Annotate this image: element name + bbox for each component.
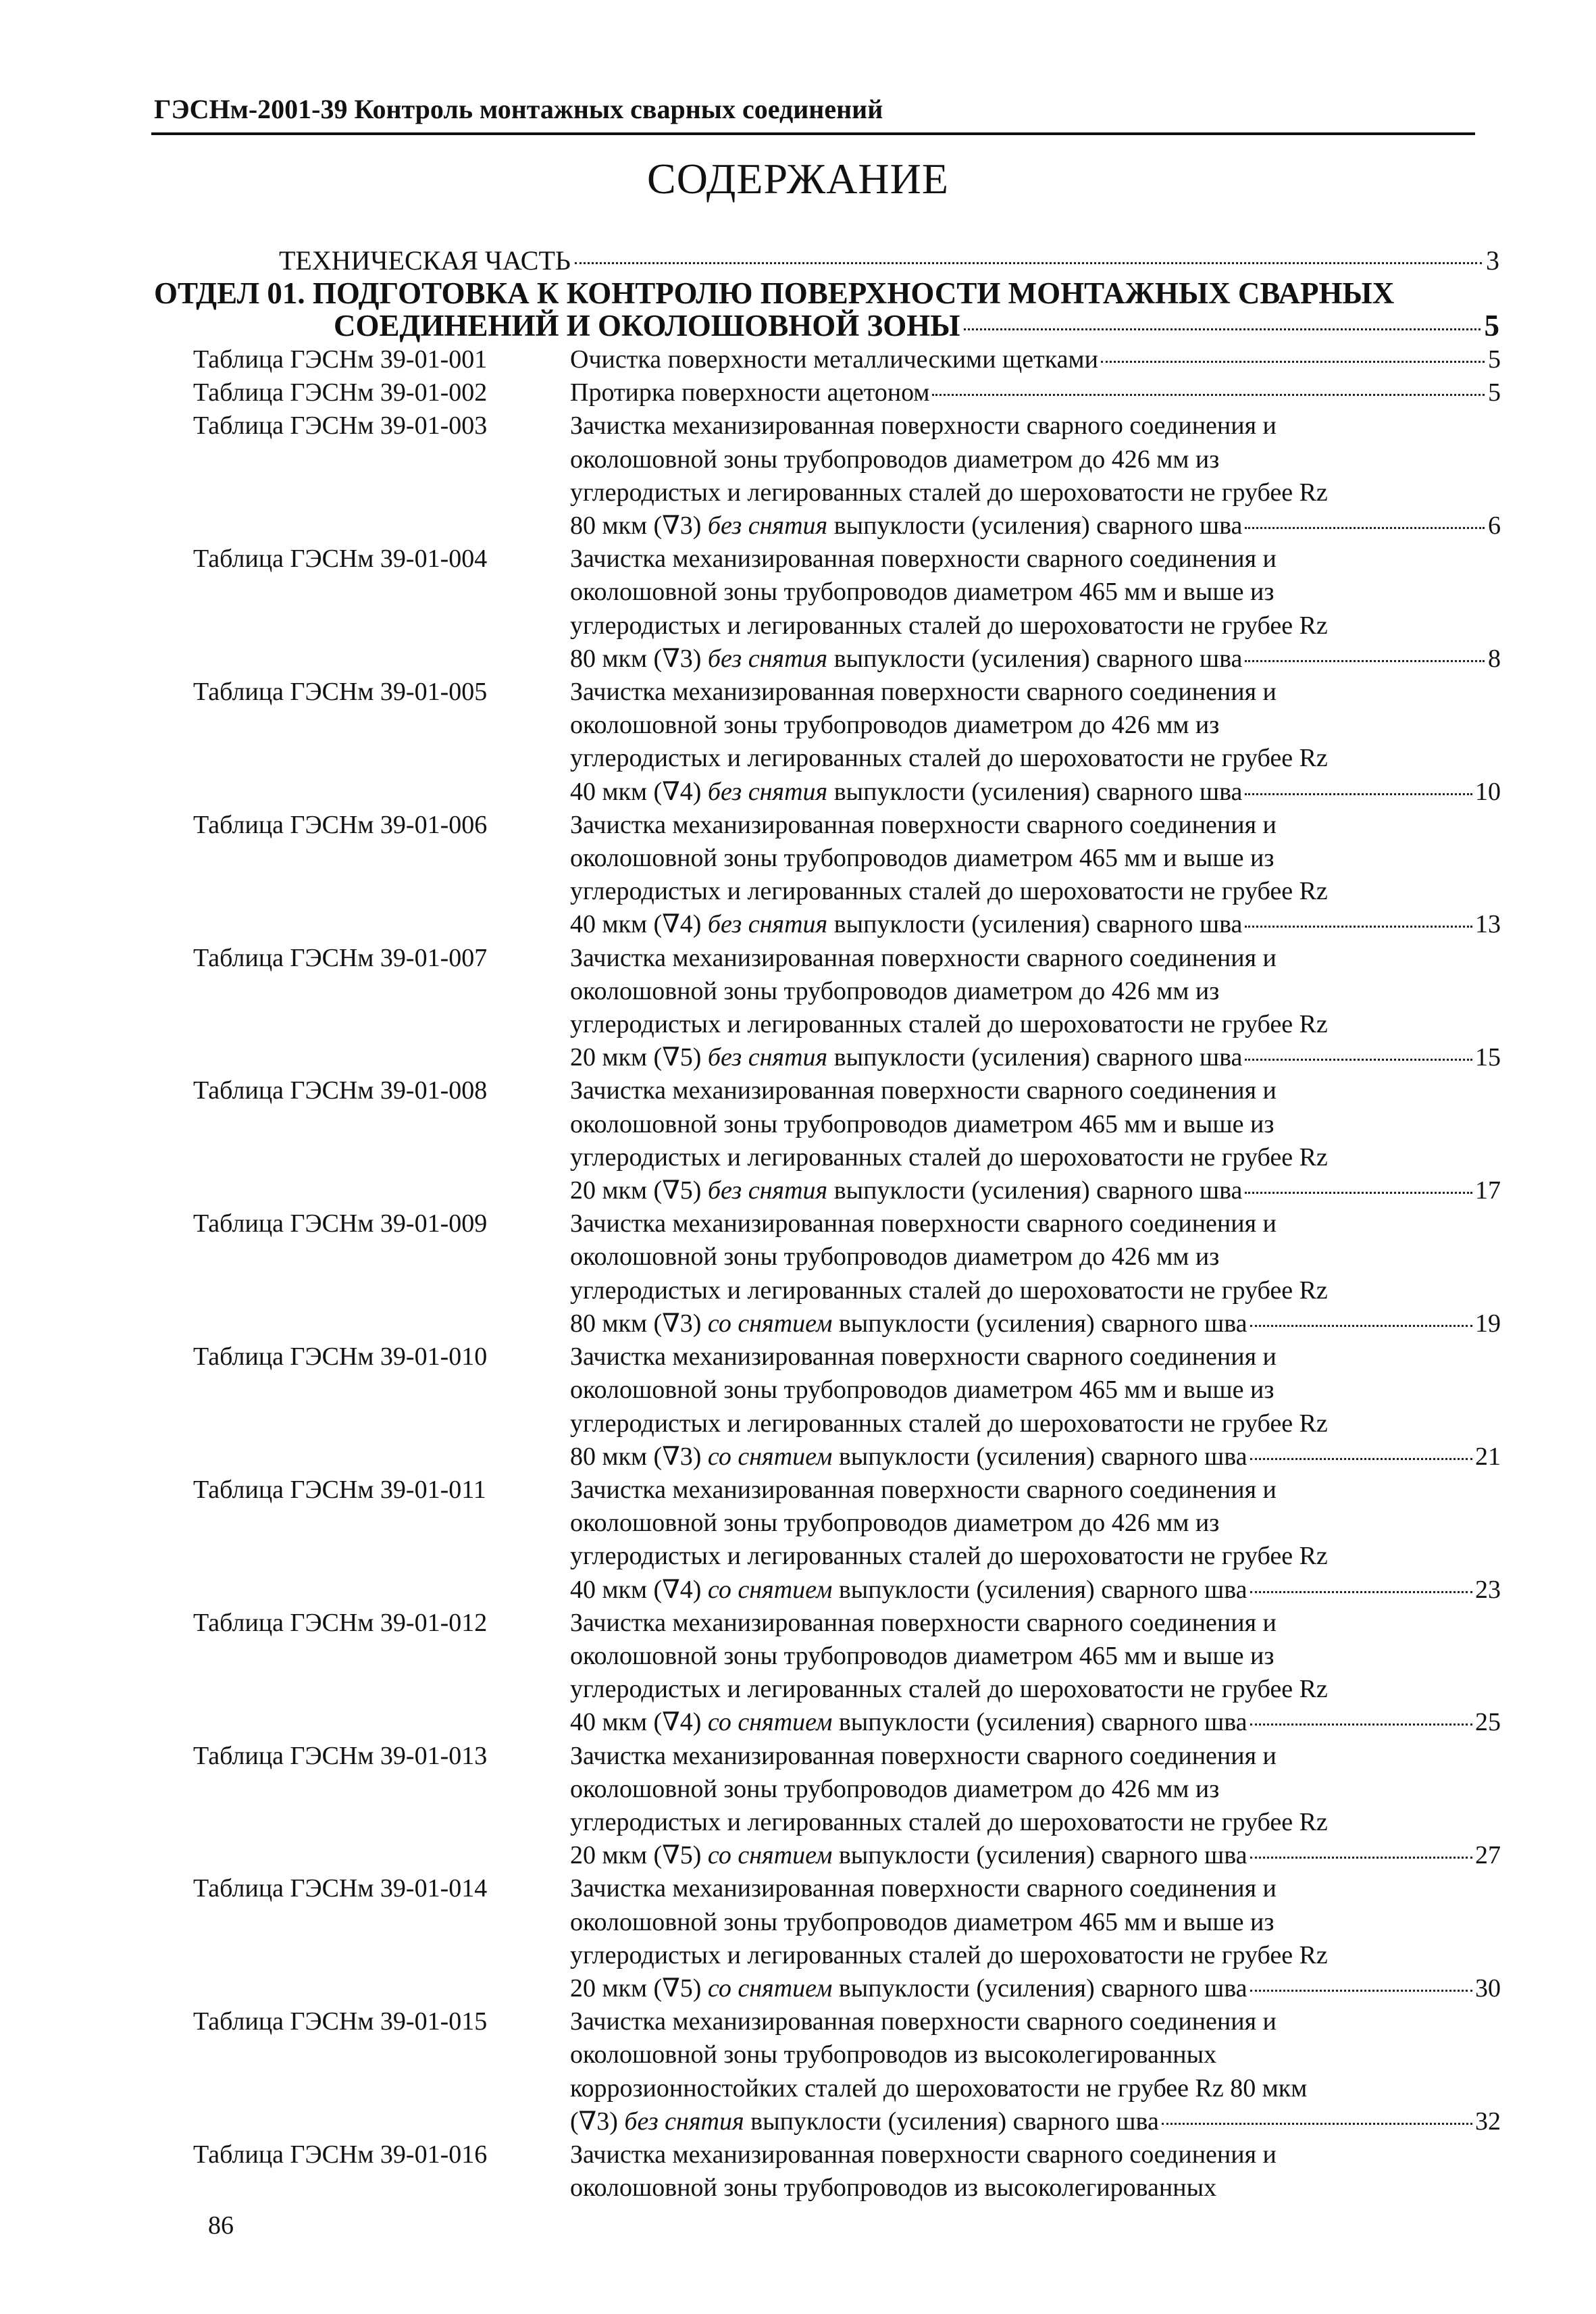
description-last-line xyxy=(570,1839,1501,1872)
toc-entry[interactable] xyxy=(193,809,1501,942)
dot-leader xyxy=(932,394,1485,396)
header-rule xyxy=(151,132,1475,135)
description-last-line xyxy=(570,1041,1501,1074)
description-text: 20 мкм (∇5) xyxy=(570,1841,708,1870)
description-emphasis: без снятия xyxy=(707,511,828,540)
entry-description xyxy=(570,1074,1501,1207)
description-line: Зачистка механизированная поверхности сварного соединения и xyxy=(570,2140,1277,2169)
table-code: Таблица ГЭСНм 39-01-002 xyxy=(193,378,488,407)
description-last-line xyxy=(570,2105,1501,2138)
description-line: углеродистых и легированных сталей до шероховатости не грубее Rz xyxy=(570,1940,1328,1969)
entry-page: 32 xyxy=(1475,2107,1501,2136)
table-code: Таблица ГЭСНм 39-01-003 xyxy=(193,411,488,441)
entry-description xyxy=(570,809,1501,942)
description-line: околошовной зоны трубопроводов диаметром до 426 мм из xyxy=(570,976,1220,1005)
description-line: углеродистых и легированных сталей до шероховатости не грубее Rz xyxy=(570,1142,1328,1172)
table-code: Таблица ГЭСНм 39-01-005 xyxy=(193,678,488,707)
table-code: Таблица ГЭСНм 39-01-013 xyxy=(193,1741,488,1770)
table-code: Таблица ГЭСНм 39-01-011 xyxy=(193,1475,486,1504)
description-text: выпуклости (усиления) сварного шва xyxy=(827,644,1243,673)
page-title: СОДЕРЖАНИЕ xyxy=(647,155,949,203)
entry-description xyxy=(570,1340,1501,1474)
description-emphasis: без снятия xyxy=(707,1176,828,1205)
entry-description xyxy=(570,343,1501,376)
description-line: Зачистка механизированная поверхности сварного соединения и xyxy=(570,810,1277,839)
description-emphasis: со снятием xyxy=(707,1575,833,1604)
description-text: 80 мкм (∇3) xyxy=(570,1442,708,1471)
description-text: выпуклости (усиления) сварного шва xyxy=(744,2107,1159,2136)
description-last-line xyxy=(570,1706,1501,1739)
description-line: околошовной зоны трубопроводов диаметром до 426 мм из xyxy=(570,1509,1220,1538)
entry-description xyxy=(570,409,1501,543)
dot-leader xyxy=(1101,361,1485,363)
description-last-line xyxy=(570,776,1501,809)
description-text: выпуклости (усиления) сварного шва xyxy=(832,1442,1247,1471)
entry-description xyxy=(570,1872,1501,2005)
description-line: околошовной зоны трубопроводов диаметром до 426 мм из xyxy=(570,711,1220,740)
entry-description xyxy=(570,2138,1501,2205)
description-emphasis: со снятием xyxy=(707,1841,833,1870)
toc-entry[interactable] xyxy=(193,1340,1501,1474)
description-text: Очистка поверхности металлическими щетками xyxy=(570,345,1098,374)
description-line: углеродистых и легированных сталей до шероховатости не грубее Rz xyxy=(570,1010,1328,1039)
description-line: околошовной зоны трубопроводов из высоколегированных xyxy=(570,2040,1217,2069)
toc-entry[interactable] xyxy=(193,1872,1501,2005)
description-line: коррозионностойких сталей до шероховатости не грубее Rz 80 мкм xyxy=(570,2073,1308,2103)
description-emphasis: без снятия xyxy=(707,1043,828,1072)
description-text: 40 мкм (∇4) xyxy=(570,777,708,806)
entry-description xyxy=(570,676,1501,809)
description-last-line xyxy=(570,376,1501,409)
description-text: выпуклости (усиления) сварного шва xyxy=(832,1575,1247,1604)
dot-leader xyxy=(1245,527,1485,529)
description-line: Зачистка механизированная поверхности сварного соединения и xyxy=(570,678,1277,707)
table-code: Таблица ГЭСНм 39-01-016 xyxy=(193,2140,488,2169)
description-line: углеродистых и легированных сталей до шероховатости не грубее Rz xyxy=(570,478,1328,507)
description-text: выпуклости (усиления) сварного шва xyxy=(827,910,1243,939)
description-last-line xyxy=(570,908,1501,941)
entry-page: 5 xyxy=(1488,345,1501,374)
description-line: околошовной зоны трубопроводов диаметром 465 мм и выше из xyxy=(570,1907,1275,1936)
description-text: (∇3) xyxy=(570,2107,625,2136)
entry-description xyxy=(570,2005,1501,2138)
description-line: околошовной зоны трубопроводов из высоколегированных xyxy=(570,2173,1217,2203)
description-text: выпуклости (усиления) сварного шва xyxy=(832,1708,1247,1737)
description-line: углеродистых и легированных сталей до шероховатости не грубее Rz xyxy=(570,1807,1328,1836)
toc-entry[interactable] xyxy=(193,2138,1501,2205)
description-line: околошовной зоны трубопроводов диаметром до 426 мм из xyxy=(570,445,1220,474)
description-emphasis: со снятием xyxy=(707,1442,833,1471)
description-emphasis: без снятия xyxy=(707,644,828,673)
description-text: 80 мкм (∇3) xyxy=(570,511,708,540)
table-code: Таблица ГЭСНм 39-01-012 xyxy=(193,1608,488,1637)
description-text: 40 мкм (∇4) xyxy=(570,1708,708,1737)
description-line: углеродистых и легированных сталей до шероховатости не грубее Rz xyxy=(570,611,1328,640)
technical-part-label: ТЕХНИЧЕСКАЯ ЧАСТЬ xyxy=(279,245,571,276)
description-text: выпуклости (усиления) сварного шва xyxy=(832,1973,1247,2003)
entry-page: 21 xyxy=(1475,1442,1501,1471)
description-line: Зачистка механизированная поверхности сварного соединения и xyxy=(570,1608,1277,1637)
description-line: Зачистка механизированная поверхности сварного соединения и xyxy=(570,1342,1277,1372)
description-last-line xyxy=(570,1972,1501,2005)
description-emphasis: без снятия xyxy=(624,2107,744,2136)
entry-description xyxy=(570,942,1501,1075)
toc-entry[interactable] xyxy=(193,409,1501,543)
description-text: 20 мкм (∇5) xyxy=(570,1043,708,1072)
dot-leader xyxy=(1162,2123,1472,2125)
description-line: Зачистка механизированная поверхности сварного соединения и xyxy=(570,1874,1277,1903)
dot-leader xyxy=(1245,1192,1472,1194)
dot-leader xyxy=(1245,660,1485,662)
entry-description xyxy=(570,1207,1501,1340)
entry-description xyxy=(570,1474,1501,1607)
description-line: околошовной зоны трубопроводов диаметром 465 мм и выше из xyxy=(570,1109,1275,1138)
dot-leader xyxy=(1250,1724,1472,1726)
table-code: Таблица ГЭСНм 39-01-007 xyxy=(193,943,488,972)
toc-entry[interactable] xyxy=(193,1207,1501,1340)
description-line: околошовной зоны трубопроводов диаметром до 426 мм из xyxy=(570,1774,1220,1803)
description-text: Протирка поверхности ацетоном xyxy=(570,378,930,407)
running-header: ГЭСНм-2001-39 Контроль монтажных сварных соединений xyxy=(154,94,883,124)
department-title-line1[interactable]: ОТДЕЛ 01. ПОДГОТОВКА К КОНТРОЛЮ ПОВЕРХНОСТИ МОНТАЖНЫХ СВАРНЫХ xyxy=(154,276,1395,310)
description-text: выпуклости (усиления) сварного шва xyxy=(827,511,1243,540)
dot-leader xyxy=(1245,926,1472,928)
table-code: Таблица ГЭСНм 39-01-010 xyxy=(193,1342,488,1372)
table-code: Таблица ГЭСНм 39-01-015 xyxy=(193,2007,488,2036)
entry-page: 25 xyxy=(1475,1708,1501,1737)
table-code: Таблица ГЭСНм 39-01-001 xyxy=(193,345,488,374)
description-line: околошовной зоны трубопроводов диаметром 465 мм и выше из xyxy=(570,844,1275,873)
description-line: Зачистка механизированная поверхности сварного соединения и xyxy=(570,1076,1277,1105)
page-number: 86 xyxy=(208,2211,234,2240)
description-line: Зачистка механизированная поверхности сварного соединения и xyxy=(570,943,1277,972)
department-page: 5 xyxy=(1484,309,1499,343)
table-code: Таблица ГЭСНм 39-01-004 xyxy=(193,545,488,574)
dot-leader xyxy=(575,262,1482,264)
description-emphasis: со снятием xyxy=(707,1708,833,1737)
description-emphasis: со снятием xyxy=(707,1973,833,2003)
dot-leader xyxy=(1250,1325,1472,1327)
toc-department[interactable] xyxy=(334,308,1499,343)
description-line: Зачистка механизированная поверхности сварного соединения и xyxy=(570,2007,1277,2036)
toc-entry[interactable] xyxy=(193,676,1501,809)
toc-entries xyxy=(193,343,1501,2205)
description-text: 40 мкм (∇4) xyxy=(570,910,708,939)
description-emphasis: без снятия xyxy=(707,910,828,939)
entry-description xyxy=(570,1740,1501,1873)
dot-leader xyxy=(1245,793,1472,795)
dot-leader xyxy=(1245,1059,1472,1061)
entry-page: 6 xyxy=(1488,511,1501,540)
description-line: Зачистка механизированная поверхности сварного соединения и xyxy=(570,411,1277,441)
entry-page: 10 xyxy=(1475,777,1501,806)
entry-page: 15 xyxy=(1475,1043,1501,1072)
entry-description xyxy=(570,543,1501,676)
entry-description xyxy=(570,376,1501,409)
description-text: выпуклости (усиления) сварного шва xyxy=(827,1176,1243,1205)
description-line: Зачистка механизированная поверхности сварного соединения и xyxy=(570,545,1277,574)
description-line: околошовной зоны трубопроводов диаметром 465 мм и выше из xyxy=(570,1641,1275,1670)
description-line: углеродистых и легированных сталей до шероховатости не грубее Rz xyxy=(570,1409,1328,1438)
toc-entry[interactable] xyxy=(193,2005,1501,2138)
toc-entry[interactable] xyxy=(193,376,1501,409)
description-emphasis: без снятия xyxy=(707,777,828,806)
description-line: околошовной зоны трубопроводов диаметром 465 мм и выше из xyxy=(570,578,1275,607)
description-last-line xyxy=(570,643,1501,676)
description-line: углеродистых и легированных сталей до шероховатости не грубее Rz xyxy=(570,744,1328,773)
entry-page: 27 xyxy=(1475,1841,1501,1870)
description-line: углеродистых и легированных сталей до шероховатости не грубее Rz xyxy=(570,1276,1328,1305)
description-text: 20 мкм (∇5) xyxy=(570,1973,708,2003)
table-code: Таблица ГЭСНм 39-01-014 xyxy=(193,1874,488,1903)
toc-entry[interactable] xyxy=(193,1607,1501,1740)
description-line: околошовной зоны трубопроводов диаметром до 426 мм из xyxy=(570,1242,1220,1272)
dot-leader xyxy=(1250,1591,1472,1593)
entry-page: 5 xyxy=(1488,378,1501,407)
entry-description xyxy=(570,1607,1501,1740)
description-line: углеродистых и легированных сталей до шероховатости не грубее Rz xyxy=(570,1542,1328,1571)
entry-page: 17 xyxy=(1475,1176,1501,1205)
department-title-line2: СОЕДИНЕНИЙ И ОКОЛОШОВНОЙ ЗОНЫ xyxy=(334,309,960,343)
description-line: Зачистка механизированная поверхности сварного соединения и xyxy=(570,1741,1277,1770)
description-last-line xyxy=(570,1574,1501,1607)
description-emphasis: со снятием xyxy=(707,1309,833,1338)
description-text: выпуклости (усиления) сварного шва xyxy=(832,1841,1247,1870)
description-last-line xyxy=(570,343,1501,376)
entry-page: 19 xyxy=(1475,1309,1501,1338)
dot-leader xyxy=(964,328,1480,330)
description-text: выпуклости (усиления) сварного шва xyxy=(832,1309,1247,1338)
description-text: 80 мкм (∇3) xyxy=(570,1309,708,1338)
toc-entry[interactable] xyxy=(193,1474,1501,1607)
entry-page: 30 xyxy=(1475,1973,1501,2003)
table-code: Таблица ГЭСНм 39-01-006 xyxy=(193,810,488,839)
toc-entry[interactable] xyxy=(193,942,1501,1075)
description-line: Зачистка механизированная поверхности сварного соединения и xyxy=(570,1209,1277,1238)
description-text: 20 мкм (∇5) xyxy=(570,1176,708,1205)
description-line: углеродистых и легированных сталей до шероховатости не грубее Rz xyxy=(570,1675,1328,1704)
description-text: 80 мкм (∇3) xyxy=(570,644,708,673)
description-line: Зачистка механизированная поверхности сварного соединения и xyxy=(570,1475,1277,1504)
entry-page: 13 xyxy=(1475,910,1501,939)
table-code: Таблица ГЭСНм 39-01-009 xyxy=(193,1209,488,1238)
toc-entry[interactable] xyxy=(193,1740,1501,1873)
description-line: углеродистых и легированных сталей до шероховатости не грубее Rz xyxy=(570,877,1328,906)
description-line: околошовной зоны трубопроводов диаметром 465 мм и выше из xyxy=(570,1376,1275,1405)
description-text: выпуклости (усиления) сварного шва xyxy=(827,1043,1243,1072)
toc-entry[interactable] xyxy=(193,1074,1501,1207)
description-last-line xyxy=(570,509,1501,543)
dot-leader xyxy=(1250,1857,1472,1859)
description-last-line xyxy=(570,1440,1501,1474)
table-code: Таблица ГЭСНм 39-01-008 xyxy=(193,1076,488,1105)
entry-page: 23 xyxy=(1475,1575,1501,1604)
dot-leader xyxy=(1250,1458,1472,1460)
toc-technical-part[interactable] xyxy=(279,245,1499,276)
dot-leader xyxy=(1250,1990,1472,1992)
description-last-line xyxy=(570,1307,1501,1340)
toc-entry[interactable] xyxy=(193,543,1501,676)
description-text: 40 мкм (∇4) xyxy=(570,1575,708,1604)
toc-entry[interactable] xyxy=(193,343,1501,376)
technical-part-page: 3 xyxy=(1486,245,1499,276)
description-last-line xyxy=(570,1174,1501,1207)
entry-page: 8 xyxy=(1488,644,1501,673)
description-text: выпуклости (усиления) сварного шва xyxy=(827,777,1243,806)
